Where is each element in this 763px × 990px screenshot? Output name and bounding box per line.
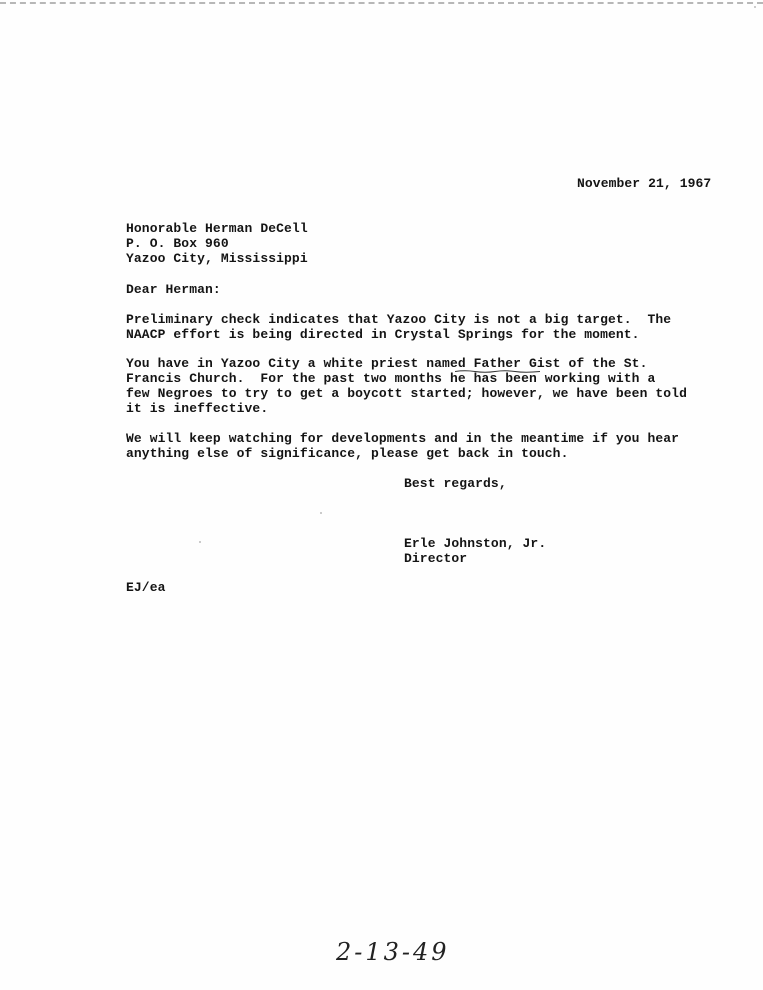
page-top-edge <box>0 2 763 7</box>
paragraph2-line4: it is ineffective. <box>126 401 269 416</box>
handwritten-file-number: 2-13-49 <box>336 938 450 966</box>
paragraph2-line2: Francis Church. For the past two months he has been working with a <box>126 371 656 386</box>
paragraph2-line3: few Negroes to try to get a boycott started; however, we have been told <box>126 386 687 401</box>
typist-initials: EJ/ea <box>126 580 166 595</box>
paper-speck <box>199 541 201 543</box>
handwritten-underline-mark <box>455 370 540 373</box>
letter-date: November 21, 1967 <box>577 176 712 191</box>
closing: Best regards, <box>404 476 507 491</box>
signer-title: Director <box>404 551 468 566</box>
signer-name: Erle Johnston, Jr. <box>404 536 547 551</box>
recipient-box: P. O. Box 960 <box>126 236 229 251</box>
paper-speck <box>754 6 756 8</box>
salutation: Dear Herman: <box>126 282 221 297</box>
recipient-name: Honorable Herman DeCell <box>126 221 308 236</box>
recipient-city: Yazoo City, Mississippi <box>126 251 308 266</box>
paragraph1-line2: NAACP effort is being directed in Crystal Springs for the moment. <box>126 327 640 342</box>
paper-speck <box>320 512 322 514</box>
paragraph3-line1: We will keep watching for developments and in the meantime if you hear <box>126 431 680 446</box>
paragraph2-line1: You have in Yazoo City a white priest named Father Gist of the St. <box>126 356 648 371</box>
paragraph1-line1: Preliminary check indicates that Yazoo City is not a big target. The <box>126 312 672 327</box>
paragraph3-line2: anything else of significance, please get back in touch. <box>126 446 569 461</box>
